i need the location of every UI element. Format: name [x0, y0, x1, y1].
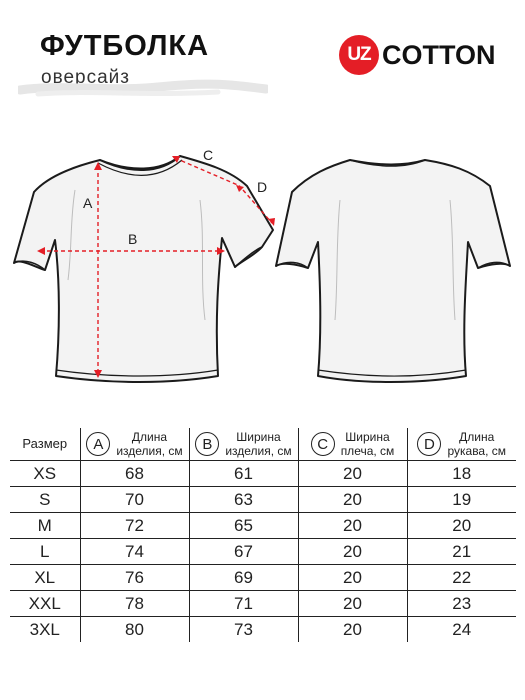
letter-c-badge: C: [311, 432, 335, 456]
table-row: [10, 591, 516, 617]
length-cell: 70: [80, 487, 189, 513]
shoulder-cell: 20: [298, 591, 407, 617]
column-header-a: A Длина изделия, см: [80, 428, 189, 461]
width-cell: 63: [189, 487, 298, 513]
letter-d-badge: D: [417, 432, 441, 456]
column-header-c: C Ширина плеча, см: [298, 428, 407, 461]
sleeve-cell: 23: [407, 591, 516, 617]
size-cell: XXL: [10, 591, 80, 617]
table-row: [10, 617, 516, 643]
size-cell: XL: [10, 565, 80, 591]
sleeve-cell: 20: [407, 513, 516, 539]
length-cell: 76: [80, 565, 189, 591]
measure-label-c: C: [203, 147, 214, 163]
table-row: [10, 539, 516, 565]
letter-b-badge: B: [195, 432, 219, 456]
page-subtitle: оверсайз: [41, 67, 130, 88]
width-cell: 69: [189, 565, 298, 591]
width-cell: 61: [189, 461, 298, 487]
tshirt-diagram: [0, 130, 525, 400]
size-cell: L: [10, 539, 80, 565]
table-row: [10, 565, 516, 591]
sleeve-cell: 18: [407, 461, 516, 487]
column-header-b: B Ширина изделия, см: [189, 428, 298, 461]
column-header-d: D Длина рукава, см: [407, 428, 516, 461]
shoulder-cell: 20: [298, 461, 407, 487]
size-cell: S: [10, 487, 80, 513]
size-column-header: Размер: [10, 428, 80, 461]
width-cell: 65: [189, 513, 298, 539]
size-table: [10, 428, 516, 642]
brand-wordmark: COTTON: [382, 39, 496, 70]
size-cell: 3XL: [10, 617, 80, 643]
brand-badge: UZ: [339, 35, 379, 75]
shoulder-cell: 20: [298, 565, 407, 591]
sleeve-cell: 24: [407, 617, 516, 643]
width-cell: 71: [189, 591, 298, 617]
tshirt-back: [276, 160, 510, 382]
measure-label-d: D: [257, 179, 268, 195]
shoulder-cell: 20: [298, 513, 407, 539]
table-row: [10, 513, 516, 539]
measure-label-b: B: [128, 231, 138, 247]
shoulder-cell: 20: [298, 487, 407, 513]
width-cell: 73: [189, 617, 298, 643]
shoulder-cell: 20: [298, 617, 407, 643]
length-cell: 72: [80, 513, 189, 539]
brush-stroke-decoration: [18, 78, 268, 100]
brand-logo: [339, 35, 496, 75]
length-cell: 74: [80, 539, 189, 565]
table-row: [10, 461, 516, 487]
sleeve-cell: 19: [407, 487, 516, 513]
letter-a-badge: A: [86, 432, 110, 456]
page-title: ФУТБОЛКА: [40, 30, 210, 62]
width-cell: 67: [189, 539, 298, 565]
size-cell: M: [10, 513, 80, 539]
shoulder-cell: 20: [298, 539, 407, 565]
tshirt-front: [14, 156, 273, 382]
sleeve-cell: 22: [407, 565, 516, 591]
length-cell: 68: [80, 461, 189, 487]
size-cell: XS: [10, 461, 80, 487]
table-row: [10, 487, 516, 513]
length-cell: 78: [80, 591, 189, 617]
measure-label-a: A: [83, 195, 93, 211]
size-table-header: [10, 428, 516, 461]
sleeve-cell: 21: [407, 539, 516, 565]
length-cell: 80: [80, 617, 189, 643]
